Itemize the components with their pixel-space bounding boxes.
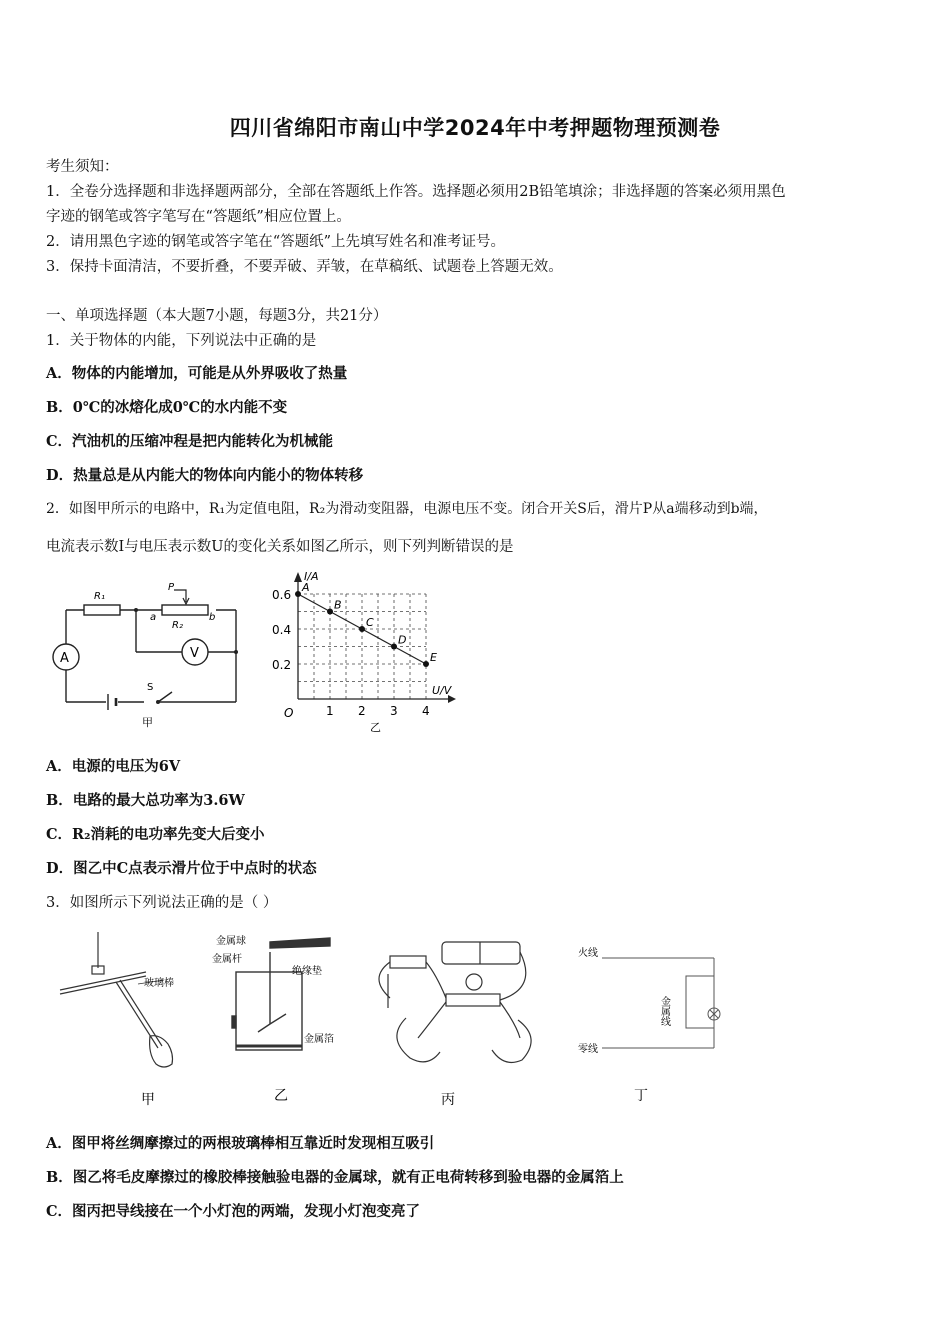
x-tick-label: 1 bbox=[326, 704, 334, 718]
figure-caption: 丙 bbox=[441, 1092, 455, 1108]
figure-caption: 甲 bbox=[141, 1092, 155, 1108]
resistor-r1 bbox=[84, 605, 120, 615]
page-title: 四川省绵阳市南山中学2024年中考押题物理预测卷 bbox=[229, 116, 721, 140]
question-1-stem: 1．关于物体的内能，下列说法中正确的是 bbox=[46, 333, 317, 349]
section-heading: 一、单项选择题（本大题7小题，每题3分，共21分） bbox=[46, 308, 388, 324]
q3-figures bbox=[46, 928, 746, 1118]
data-point-label: A bbox=[302, 581, 310, 594]
notice-item: 2．请用黑色字迹的钢笔或答字笔在“答题纸”上先填写姓名和准考证号。 bbox=[46, 234, 506, 250]
notice-item: 1．全卷分选择题和非选择题两部分，全部在答题纸上作答。选择题必须用2B铅笔填涂；非选择题的答案必须用黑色 bbox=[46, 184, 786, 200]
data-point bbox=[391, 644, 397, 650]
x-tick-label: 4 bbox=[422, 704, 430, 718]
x-tick-label: 3 bbox=[390, 704, 398, 718]
insulator-label: 绝缘垫 bbox=[292, 966, 322, 977]
y-axis-label: I/A bbox=[304, 570, 319, 583]
figure-caption: 丁 bbox=[634, 1088, 648, 1104]
question-2-stem: 2．如图甲所示的电路中，R₁为定值电阻，R₂为滑动变阻器，电源电压不变。闭合开关S后，滑片P从a端移动到b端， bbox=[46, 501, 768, 517]
x-axis-label: U/V bbox=[432, 684, 452, 697]
circuit-diagram bbox=[44, 580, 254, 730]
metal-wire-label: 金属线 bbox=[658, 996, 670, 1026]
switch-label: S bbox=[147, 682, 154, 693]
r1-label: R₁ bbox=[94, 591, 105, 602]
metal-rod-label: 金属杆 bbox=[212, 954, 242, 965]
data-point bbox=[423, 661, 429, 667]
voltmeter-label: V bbox=[190, 646, 199, 661]
data-point bbox=[359, 626, 365, 632]
question-1-option-c: C．汽油机的压缩冲程是把内能转化为机械能 bbox=[46, 433, 334, 450]
rheostat-r2 bbox=[162, 605, 208, 615]
question-2-option-a: A．电源的电压为6V bbox=[46, 758, 181, 775]
data-point-label: B bbox=[334, 598, 342, 612]
notice-heading: 考生须知： bbox=[46, 159, 119, 175]
question-2-stem: 电流表示数I与电压表示数U的变化关系如图乙所示，则下列判断错误的是 bbox=[46, 539, 514, 555]
data-point bbox=[295, 591, 301, 597]
y-tick-label: 0.6 bbox=[272, 588, 292, 602]
r2-label: R₂ bbox=[172, 620, 183, 631]
figure-jia bbox=[60, 932, 173, 1067]
end-b-label: b bbox=[209, 612, 216, 623]
data-point-label: D bbox=[398, 633, 407, 647]
question-1-option-a: A．物体的内能增加，可能是从外界吸收了热量 bbox=[46, 365, 348, 382]
data-point-label: C bbox=[366, 616, 374, 629]
live-wire-label: 火线 bbox=[578, 948, 598, 959]
origin-label: O bbox=[284, 706, 294, 720]
figure-bing bbox=[379, 942, 531, 1062]
data-point bbox=[327, 609, 333, 615]
question-2-option-b: B．电路的最大总功率为3.6W bbox=[46, 792, 245, 809]
end-a-label: a bbox=[150, 612, 157, 623]
question-3-option-a: A．图甲将丝绸摩擦过的两根玻璃棒相互靠近时发现相互吸引 bbox=[46, 1135, 435, 1152]
chart-grid bbox=[298, 594, 426, 699]
x-tick-label: 2 bbox=[358, 704, 366, 718]
question-1-option-b: B．0℃的冰熔化成0℃的水内能不变 bbox=[46, 399, 288, 416]
metal-foil-label: 金属箔 bbox=[304, 1034, 334, 1045]
figure-caption: 乙 bbox=[274, 1088, 288, 1104]
data-point-label: E bbox=[430, 651, 437, 664]
ammeter-label: A bbox=[60, 651, 69, 666]
chart-caption: 乙 bbox=[370, 721, 381, 734]
question-3-option-c: C．图丙把导线接在一个小灯泡的两端，发现小灯泡变亮了 bbox=[46, 1203, 421, 1220]
y-tick-label: 0.4 bbox=[272, 623, 292, 637]
question-1-option-d: D．热量总是从内能大的物体向内能小的物体转移 bbox=[46, 467, 364, 484]
notice-item: 字迹的钢笔或答字笔写在“答题纸”相应位置上。 bbox=[46, 209, 351, 225]
y-tick-label: 0.2 bbox=[272, 658, 292, 672]
iu-graph bbox=[268, 566, 468, 736]
figure-caption: 甲 bbox=[142, 716, 153, 729]
question-2-option-c: C．R₂消耗的电功率先变大后变小 bbox=[46, 826, 265, 843]
glass-rod-label: 玻璃棒 bbox=[144, 978, 174, 989]
question-3-option-b: B．图乙将毛皮摩擦过的橡胶棒接触验电器的金属球，就有正电荷转移到验电器的金属箔上 bbox=[46, 1169, 624, 1186]
neutral-wire-label: 零线 bbox=[578, 1044, 598, 1055]
slider-p-label: P bbox=[168, 582, 175, 593]
notice-item: 3．保持卡面清洁，不要折叠，不要弄破、弄皱，在草稿纸、试题卷上答题无效。 bbox=[46, 259, 563, 275]
question-3-stem: 3．如图所示下列说法正确的是（ ） bbox=[46, 895, 278, 911]
metal-ball-label: 金属球 bbox=[216, 936, 246, 947]
question-2-option-d: D．图乙中C点表示滑片位于中点时的状态 bbox=[46, 860, 317, 877]
